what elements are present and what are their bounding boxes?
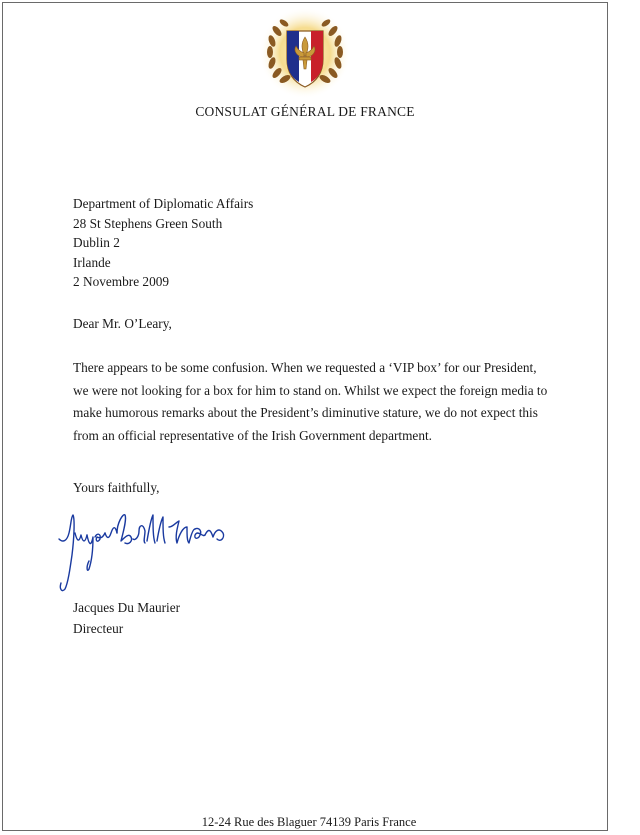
recipient-line-1: Department of Diplomatic Affairs xyxy=(73,196,254,211)
sender-name: Jacques Du Maurier xyxy=(73,600,181,615)
sender-title: Directeur xyxy=(73,621,124,636)
closing: Yours faithfully, xyxy=(73,480,160,495)
salutation: Dear Mr. O’Leary, xyxy=(73,316,172,331)
letter-page xyxy=(2,2,608,831)
recipient-line-4: Irlande xyxy=(73,254,111,270)
recipient-line-2: 28 St Stephens Green South xyxy=(73,215,223,231)
footer-address: 12-24 Rue des Blaguer 74139 Paris France xyxy=(201,815,417,829)
fleur-de-lis-laurel-seal-icon xyxy=(257,7,353,103)
handwritten-signature xyxy=(53,503,231,595)
letter-date: 2 Novembre 2009 xyxy=(73,274,170,290)
letterhead-title: CONSULAT GÉNÉRAL DE FRANCE xyxy=(195,104,415,119)
recipient-address xyxy=(73,194,253,292)
recipient-line-3: Dublin 2 xyxy=(73,235,120,251)
letter-body: There appears to be some confusion. When we requested a ‘VIP box’ for our President, we were not looking for a box for him to stand on. Whilst we expect the foreign media to make humorous remarks about the President’s diminutive stature, we do not expect this from an official representative of the Irish Government department. xyxy=(73,360,548,443)
